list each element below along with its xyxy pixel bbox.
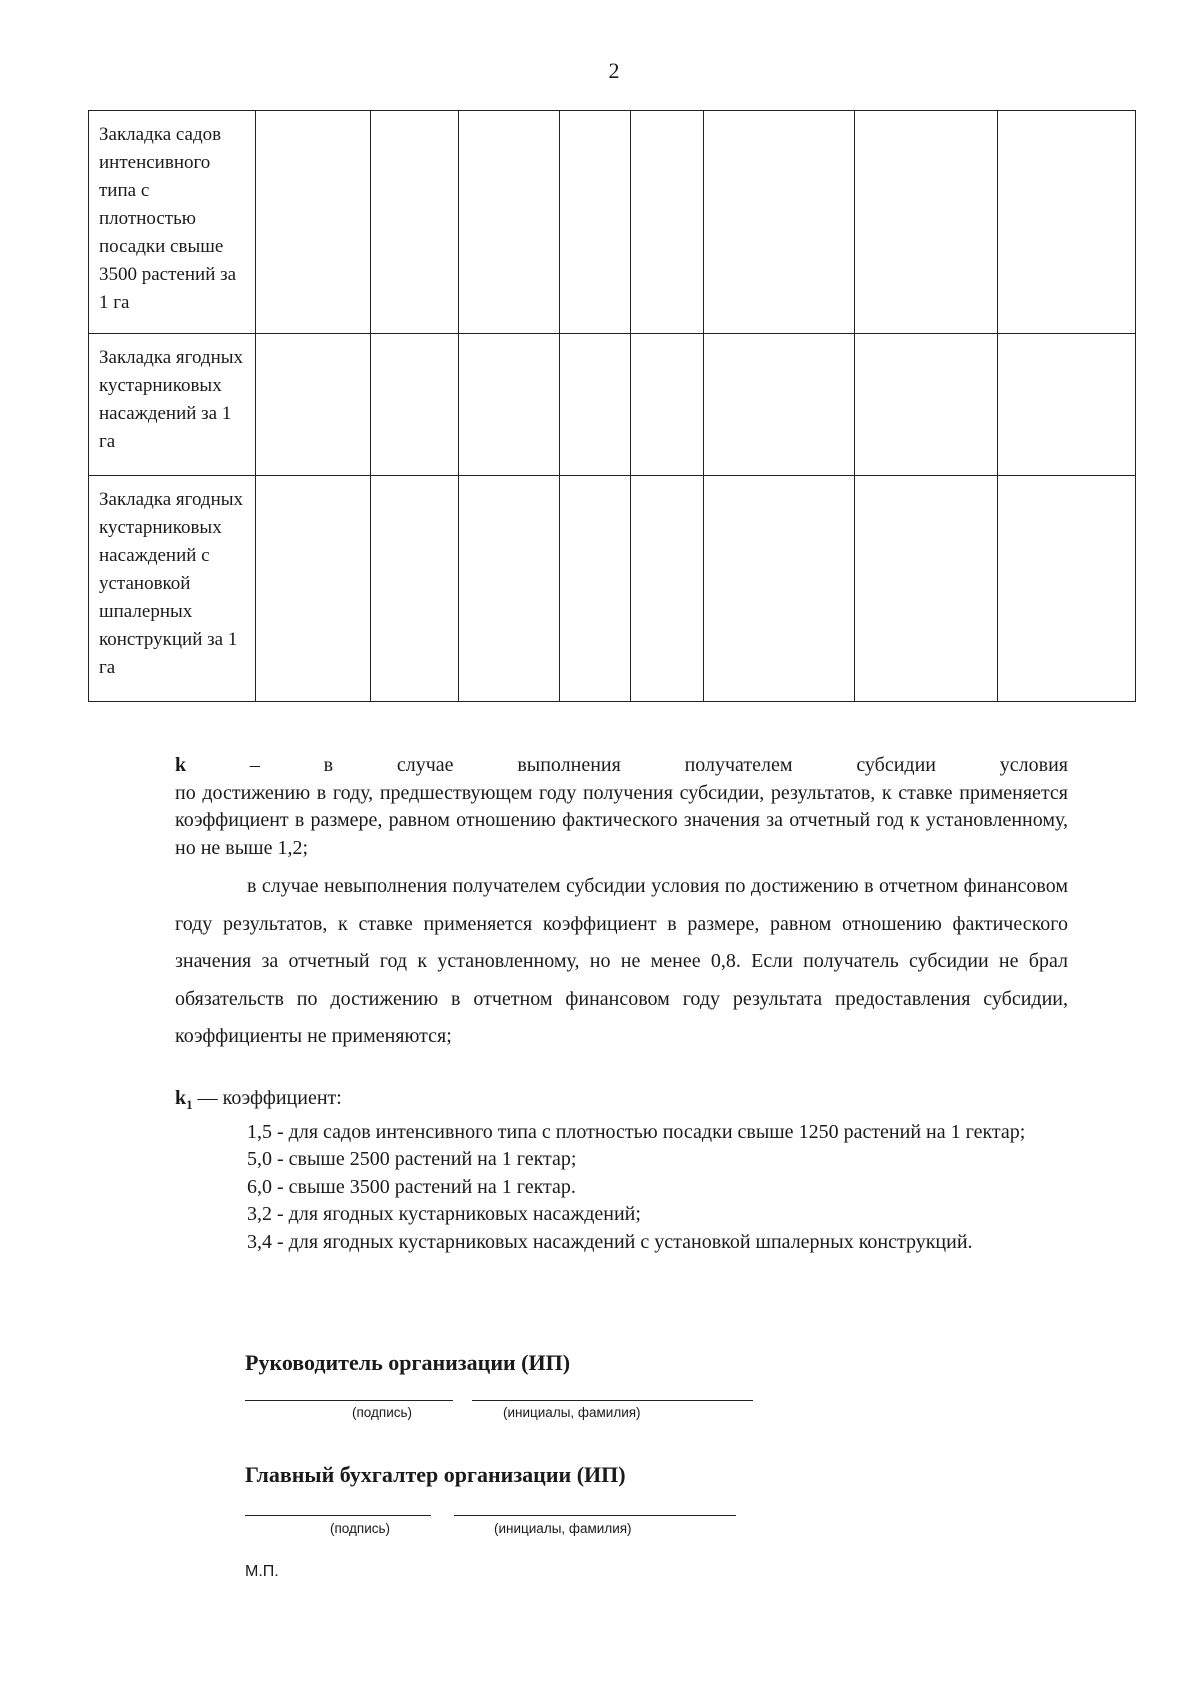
table-cell bbox=[855, 111, 998, 334]
k1-item: 1,5 - для садов интенсивного типа с плотностью посадки свыше 1250 растений на 1 гектар; bbox=[247, 1120, 1026, 1143]
k-word: субсидии bbox=[856, 754, 936, 776]
table-cell bbox=[998, 476, 1136, 702]
table-cell bbox=[560, 111, 631, 334]
table-cell bbox=[998, 334, 1136, 476]
table-cell bbox=[371, 334, 459, 476]
k-word: выполнения bbox=[517, 754, 621, 776]
accountant-name-caption: (инициалы, фамилия) bbox=[494, 1521, 632, 1536]
k-word: в bbox=[323, 754, 334, 776]
accountant-name-line bbox=[454, 1515, 736, 1516]
row-label-cell: Закладка садов интенсивного типа с плотностью посадки свыше 3500 растений за 1 га bbox=[89, 111, 256, 334]
k1-item: 5,0 - свыше 2500 растений на 1 гектар; bbox=[247, 1148, 577, 1170]
head-signature-caption: (подпись) bbox=[352, 1405, 413, 1420]
row-label-cell: Закладка ягодных кустарниковых насаждений за 1 га bbox=[89, 334, 256, 476]
table-cell bbox=[560, 476, 631, 702]
k1-intro: — коэффициент: bbox=[197, 1087, 342, 1109]
k1-item: 3,2 - для ягодных кустарниковых насаждений; bbox=[247, 1203, 641, 1225]
head-name-caption: (инициалы, фамилия) bbox=[503, 1405, 641, 1420]
table-cell bbox=[256, 476, 371, 702]
k-second-paragraph: в случае невыполнения получателем субсидии условия по достижению в отчетном финансовом году результатов, к ставке применяется коэффициент в размере, равном отношению фактического значения за отчетный год к установленному, но не менее 0,8. Если получатель субсидии не брал обязательств по достижению в отчетном финансовом году результата предоставления субсидии, коэффициенты не применяются; bbox=[175, 875, 1068, 1047]
subsidy-table bbox=[88, 110, 1136, 702]
stamp-mark: М.П. bbox=[245, 1563, 279, 1580]
table-cell bbox=[998, 111, 1136, 334]
row-label-cell: Закладка ягодных кустарниковых насаждений с установкой шпалерных конструкций за 1 га bbox=[89, 476, 256, 702]
table-cell bbox=[704, 111, 855, 334]
table-cell bbox=[855, 476, 998, 702]
table-cell bbox=[560, 334, 631, 476]
k-word: случае bbox=[396, 754, 454, 776]
k-definition bbox=[175, 752, 1068, 862]
k-word: получателем bbox=[684, 754, 793, 776]
table-cell bbox=[459, 111, 560, 334]
table-cell bbox=[631, 334, 704, 476]
k-second-case bbox=[175, 868, 1068, 1056]
table-cell bbox=[371, 476, 459, 702]
k-dash: – bbox=[249, 754, 260, 776]
table-row bbox=[89, 334, 1136, 476]
k-first-line bbox=[175, 752, 1068, 780]
table-cell bbox=[855, 334, 998, 476]
table-cell bbox=[459, 476, 560, 702]
k-word: условия bbox=[999, 754, 1068, 776]
head-signature-line bbox=[245, 1400, 453, 1401]
table-cell bbox=[459, 334, 560, 476]
table-cell bbox=[631, 111, 704, 334]
k-symbol: k bbox=[175, 754, 187, 776]
table-row bbox=[89, 476, 1136, 702]
accountant-signature-line bbox=[245, 1515, 431, 1516]
table-row bbox=[89, 111, 1136, 334]
k1-item: 3,4 - для ягодных кустарниковых насаждений с установкой шпалерных конструкций. bbox=[247, 1230, 973, 1253]
accountant-signature-caption: (подпись) bbox=[330, 1521, 391, 1536]
k1-item: 6,0 - свыше 3500 растений на 1 гектар. bbox=[247, 1175, 576, 1198]
table-cell bbox=[704, 334, 855, 476]
head-name-line bbox=[472, 1400, 753, 1401]
accountant-signature-title: Главный бухгалтер организации (ИП) bbox=[245, 1462, 626, 1487]
table-cell bbox=[631, 476, 704, 702]
page-number: 2 bbox=[608, 58, 620, 83]
table-cell bbox=[256, 111, 371, 334]
table-cell bbox=[371, 111, 459, 334]
k1-definition bbox=[175, 1085, 1068, 1256]
k-first-paragraph: по достижению в году, предшествующем году получения субсидии, результатов, к ставке применяется коэффициент в размере, равном отношению фактического значения за отчетный год к установленному, но не выше 1,2; bbox=[175, 781, 1068, 859]
k1-intro-line bbox=[175, 1085, 1068, 1119]
table-cell bbox=[704, 476, 855, 702]
k1-symbol: k bbox=[175, 1087, 187, 1109]
k1-subscript: 1 bbox=[186, 1097, 193, 1112]
table-cell bbox=[256, 334, 371, 476]
head-signature-title: Руководитель организации (ИП) bbox=[245, 1350, 571, 1375]
